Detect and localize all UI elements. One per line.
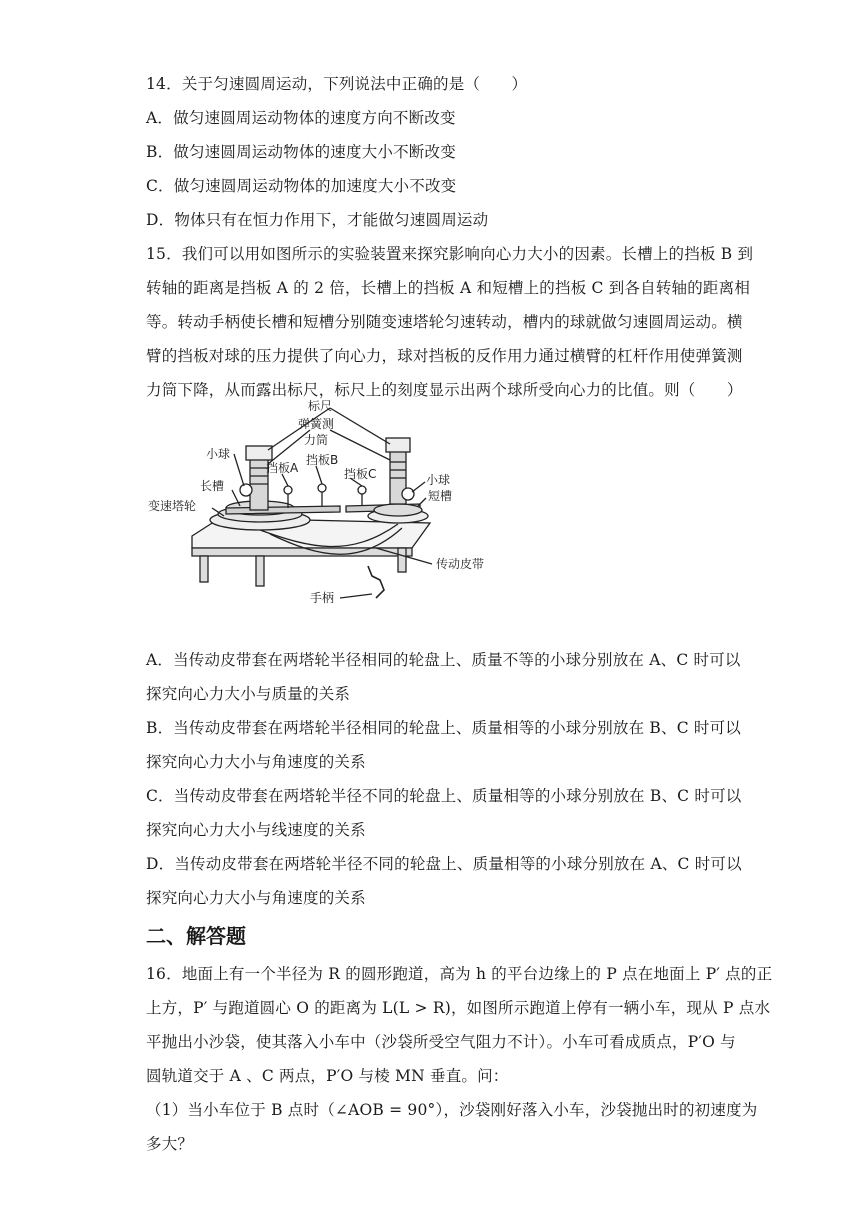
q15-stem-line: 15．我们可以用如图所示的实验装置来探究影响向心力大小的因素。长槽上的挡板 B 到 bbox=[146, 245, 754, 263]
q15-option-d: D．当传动皮带套在两塔轮半径不同的轮盘上、质量相等的小球分别放在 A、C 时可以 bbox=[146, 855, 742, 873]
q15-option-b-cont: 探究向心力大小与角速度的关系 bbox=[146, 753, 366, 771]
q15-option-a-cont: 探究向心力大小与质量的关系 bbox=[146, 685, 351, 703]
label-belt: 传动皮带 bbox=[436, 557, 485, 571]
label-baffle-b: 挡板B bbox=[306, 453, 339, 467]
label-spring-tube-2: 力筒 bbox=[304, 433, 329, 447]
q16-line: 平抛出小沙袋，使其落入小车中（沙袋所受空气阻力不计）。小车可看成质点，P′O 与 bbox=[146, 1033, 736, 1051]
label-long-slot: 长槽 bbox=[200, 479, 225, 493]
q15-stem-line: 力筒下降，从而露出标尺，标尺上的刻度显示出两个球所受向心力的比值。则（ ） bbox=[146, 381, 743, 399]
section-heading: 二、解答题 bbox=[146, 924, 246, 948]
q15-stem-line: 转轴的距离是挡板 A 的 2 倍，长槽上的挡板 A 和短槽上的挡板 C 到各自转轴的距离相 bbox=[146, 279, 751, 297]
label-ball-right: 小球 bbox=[426, 473, 451, 487]
q15-stem-line: 臂的挡板对球的压力提供了向心力，球对挡板的反作用力通过横臂的杠杆作用使弹簧测 bbox=[146, 347, 743, 365]
label-tower-wheel: 变速塔轮 bbox=[148, 499, 197, 513]
q14-option-d: D．物体只有在恒力作用下，才能做匀速圆周运动 bbox=[146, 211, 489, 229]
q16-subquestion-1-cont: 多大？ bbox=[146, 1135, 194, 1153]
label-baffle-c: 挡板C bbox=[344, 467, 377, 481]
q14-stem: 14．关于匀速圆周运动，下列说法中正确的是（ ） bbox=[146, 75, 528, 93]
label-ball-left: 小球 bbox=[206, 447, 231, 461]
q14-option-b: B．做匀速圆周运动物体的速度大小不断改变 bbox=[146, 143, 456, 161]
q15-option-c: C．当传动皮带套在两塔轮半径不同的轮盘上、质量相等的小球分别放在 B、C 时可以 bbox=[146, 787, 742, 805]
label-short-slot: 短槽 bbox=[428, 489, 453, 503]
q15-stem-line: 等。转动手柄使长槽和短槽分别随变速塔轮匀速转动，槽内的球就做匀速圆周运动。横 bbox=[146, 313, 743, 331]
label-ruler: 标尺 bbox=[308, 399, 333, 413]
label-baffle-a: 挡板A bbox=[266, 461, 299, 475]
q15-option-a: A．当传动皮带套在两塔轮半径相同的轮盘上、质量不等的小球分别放在 A、C 时可以 bbox=[146, 651, 741, 669]
q15-option-c-cont: 探究向心力大小与线速度的关系 bbox=[146, 821, 366, 839]
q14-option-a: A．做匀速圆周运动物体的速度方向不断改变 bbox=[146, 109, 456, 127]
q16-line: 上方，P′ 与跑道圆心 O 的距离为 L(L > R)，如图所示跑道上停有一辆小车，现从 P 点水 bbox=[146, 999, 771, 1017]
q16-subquestion-1: （1）当小车位于 B 点时（∠AOB = 90°），沙袋刚好落入小车，沙袋抛出时的初速度为 bbox=[146, 1101, 758, 1119]
q14-option-c: C．做匀速圆周运动物体的加速度大小不改变 bbox=[146, 177, 457, 195]
label-handle: 手柄 bbox=[310, 591, 335, 605]
q16-line: 圆轨道交于 A 、C 两点，P′O 与棱 MN 垂直。问： bbox=[146, 1067, 509, 1085]
q16-line: 16．地面上有一个半径为 R 的圆形跑道，高为 h 的平台边缘上的 P 点在地面上 P′ 点的正 bbox=[146, 965, 773, 983]
label-spring-tube: 弹簧测 bbox=[298, 417, 335, 431]
centripetal-force-apparatus-figure bbox=[140, 398, 520, 608]
q15-option-d-cont: 探究向心力大小与角速度的关系 bbox=[146, 889, 366, 907]
q15-option-b: B．当传动皮带套在两塔轮半径相同的轮盘上、质量相等的小球分别放在 B、C 时可以 bbox=[146, 719, 741, 737]
apparatus-drawing bbox=[140, 398, 520, 608]
